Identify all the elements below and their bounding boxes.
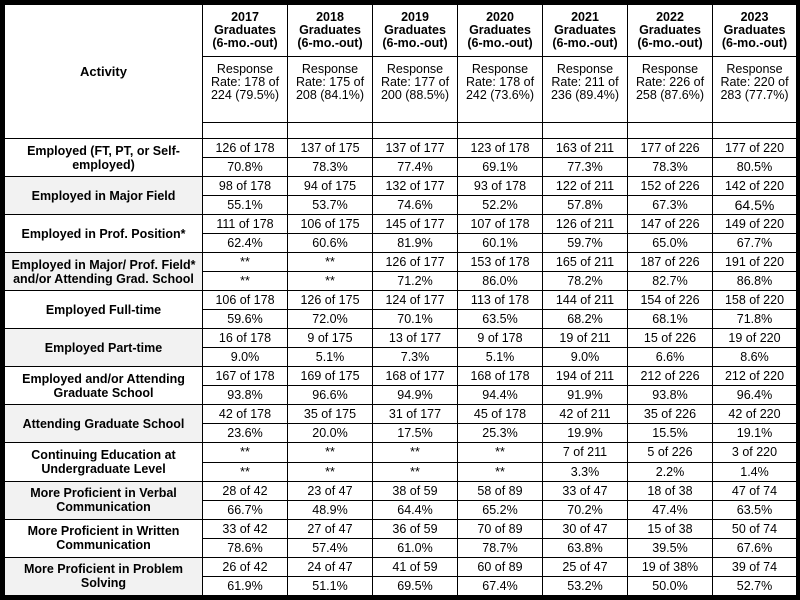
percent-cell: 63.8% <box>543 538 628 557</box>
percent-cell: 63.5% <box>713 500 797 519</box>
percent-cell: 65.2% <box>458 500 543 519</box>
year-header-2020: 2020 Graduates (6-mo.-out) <box>458 5 543 57</box>
year-header-2018: 2018 Graduates (6-mo.-out) <box>288 5 373 57</box>
percent-cell: 9.0% <box>543 348 628 367</box>
percent-cell: 63.5% <box>458 310 543 329</box>
year-header-2023: 2023 Graduates (6-mo.-out) <box>713 5 797 57</box>
percent-cell: 5.1% <box>458 348 543 367</box>
count-cell: 42 of 178 <box>203 405 288 424</box>
percent-cell: 94.4% <box>458 386 543 405</box>
count-cell: 7 of 211 <box>543 443 628 462</box>
count-cell: 50 of 74 <box>713 519 797 538</box>
percent-cell: 7.3% <box>373 348 458 367</box>
activity-count-row <box>5 367 797 386</box>
percent-cell: 52.2% <box>458 196 543 215</box>
activity-count-row <box>5 443 797 462</box>
activity-count-row <box>5 557 797 576</box>
percent-cell: 50.0% <box>628 576 713 595</box>
percent-cell: 82.7% <box>628 272 713 291</box>
count-cell: 122 of 211 <box>543 177 628 196</box>
percent-cell: 67.3% <box>628 196 713 215</box>
response-rate-2020: Response Rate: 178 of 242 (73.6%) <box>458 56 543 123</box>
percent-cell: 94.9% <box>373 386 458 405</box>
count-cell: 106 of 178 <box>203 291 288 310</box>
count-cell: 27 of 47 <box>288 519 373 538</box>
count-cell: 194 of 211 <box>543 367 628 386</box>
count-cell: 93 of 178 <box>458 177 543 196</box>
percent-cell: 52.7% <box>713 576 797 595</box>
count-cell: 94 of 175 <box>288 177 373 196</box>
count-cell: ** <box>203 443 288 462</box>
percent-cell: 65.0% <box>628 234 713 253</box>
count-cell: 107 of 178 <box>458 215 543 234</box>
count-cell: 41 of 59 <box>373 557 458 576</box>
count-cell: 58 of 89 <box>458 481 543 500</box>
count-cell: 31 of 177 <box>373 405 458 424</box>
count-cell: 15 of 38 <box>628 519 713 538</box>
percent-cell: 61.9% <box>203 576 288 595</box>
count-cell: 33 of 42 <box>203 519 288 538</box>
count-cell: ** <box>203 253 288 272</box>
count-cell: 144 of 211 <box>543 291 628 310</box>
percent-cell: 71.2% <box>373 272 458 291</box>
percent-cell: 25.3% <box>458 424 543 443</box>
spacer-cell <box>458 123 543 139</box>
activity-header: Activity <box>5 5 203 139</box>
count-cell: ** <box>288 443 373 462</box>
count-cell: 147 of 226 <box>628 215 713 234</box>
count-cell: 123 of 178 <box>458 139 543 158</box>
count-cell: 23 of 47 <box>288 481 373 500</box>
activity-label: Employed in Major Field <box>5 177 203 215</box>
count-cell: 35 of 175 <box>288 405 373 424</box>
year-header-2022: 2022 Graduates (6-mo.-out) <box>628 5 713 57</box>
activity-count-row <box>5 329 797 348</box>
percent-cell: ** <box>373 462 458 481</box>
count-cell: 132 of 177 <box>373 177 458 196</box>
count-cell: 98 of 178 <box>203 177 288 196</box>
percent-cell: 67.7% <box>713 234 797 253</box>
percent-cell: 48.9% <box>288 500 373 519</box>
percent-cell: 57.8% <box>543 196 628 215</box>
percent-cell: ** <box>203 272 288 291</box>
count-cell: 25 of 47 <box>543 557 628 576</box>
response-rate-2019: Response Rate: 177 of 200 (88.5%) <box>373 56 458 123</box>
activity-label: More Proficient in Written Communication <box>5 519 203 557</box>
percent-cell: ** <box>288 272 373 291</box>
percent-cell: 6.6% <box>628 348 713 367</box>
activity-count-row <box>5 291 797 310</box>
percent-cell: 60.6% <box>288 234 373 253</box>
percent-cell: 59.7% <box>543 234 628 253</box>
percent-cell: 64.5% <box>713 196 797 215</box>
spacer-cell <box>203 123 288 139</box>
count-cell: 19 of 220 <box>713 329 797 348</box>
percent-cell: 1.4% <box>713 462 797 481</box>
percent-cell: 96.4% <box>713 386 797 405</box>
spacer-cell <box>628 123 713 139</box>
percent-cell: 53.7% <box>288 196 373 215</box>
count-cell: 177 of 226 <box>628 139 713 158</box>
percent-cell: 78.7% <box>458 538 543 557</box>
count-cell: ** <box>373 443 458 462</box>
percent-cell: ** <box>203 462 288 481</box>
percent-cell: 93.8% <box>628 386 713 405</box>
percent-cell: 69.1% <box>458 158 543 177</box>
percent-cell: 68.2% <box>543 310 628 329</box>
percent-cell: 9.0% <box>203 348 288 367</box>
percent-cell: 67.4% <box>458 576 543 595</box>
spacer-cell <box>543 123 628 139</box>
percent-cell: 70.1% <box>373 310 458 329</box>
count-cell: 153 of 178 <box>458 253 543 272</box>
count-cell: 9 of 178 <box>458 329 543 348</box>
count-cell: 106 of 175 <box>288 215 373 234</box>
percent-cell: 91.9% <box>543 386 628 405</box>
count-cell: 19 of 211 <box>543 329 628 348</box>
percent-cell: 53.2% <box>543 576 628 595</box>
count-cell: 169 of 175 <box>288 367 373 386</box>
count-cell: 126 of 211 <box>543 215 628 234</box>
percent-cell: 60.1% <box>458 234 543 253</box>
percent-cell: 78.2% <box>543 272 628 291</box>
activity-count-row <box>5 177 797 196</box>
percent-cell: 2.2% <box>628 462 713 481</box>
percent-cell: ** <box>458 462 543 481</box>
response-rate-2021: Response Rate: 211 of 236 (89.4%) <box>543 56 628 123</box>
percent-cell: 55.1% <box>203 196 288 215</box>
percent-cell: 80.5% <box>713 158 797 177</box>
count-cell: 168 of 178 <box>458 367 543 386</box>
activity-label: Continuing Education at Undergraduate Level <box>5 443 203 481</box>
count-cell: 126 of 178 <box>203 139 288 158</box>
count-cell: 152 of 226 <box>628 177 713 196</box>
percent-cell: 78.3% <box>288 158 373 177</box>
percent-cell: 51.1% <box>288 576 373 595</box>
response-rate-2022: Response Rate: 226 of 258 (87.6%) <box>628 56 713 123</box>
count-cell: 154 of 226 <box>628 291 713 310</box>
count-cell: 212 of 226 <box>628 367 713 386</box>
count-cell: 158 of 220 <box>713 291 797 310</box>
count-cell: 142 of 220 <box>713 177 797 196</box>
percent-cell: 78.6% <box>203 538 288 557</box>
percent-cell: 47.4% <box>628 500 713 519</box>
count-cell: 126 of 177 <box>373 253 458 272</box>
count-cell: 9 of 175 <box>288 329 373 348</box>
percent-cell: 5.1% <box>288 348 373 367</box>
percent-cell: 93.8% <box>203 386 288 405</box>
percent-cell: 69.5% <box>373 576 458 595</box>
percent-cell: 70.2% <box>543 500 628 519</box>
percent-cell: 59.6% <box>203 310 288 329</box>
count-cell: 124 of 177 <box>373 291 458 310</box>
percent-cell: 23.6% <box>203 424 288 443</box>
count-cell: 42 of 220 <box>713 405 797 424</box>
percent-cell: 3.3% <box>543 462 628 481</box>
count-cell: 18 of 38 <box>628 481 713 500</box>
percent-cell: 78.3% <box>628 158 713 177</box>
year-header-2019: 2019 Graduates (6-mo.-out) <box>373 5 458 57</box>
count-cell: 45 of 178 <box>458 405 543 424</box>
percent-cell: 86.0% <box>458 272 543 291</box>
count-cell: 42 of 211 <box>543 405 628 424</box>
activity-count-row <box>5 215 797 234</box>
percent-cell: 74.6% <box>373 196 458 215</box>
percent-cell: 62.4% <box>203 234 288 253</box>
header-years-row <box>5 5 797 57</box>
activity-label: Attending Graduate School <box>5 405 203 443</box>
activity-label: Employed and/or Attending Graduate School <box>5 367 203 405</box>
percent-cell: 68.1% <box>628 310 713 329</box>
percent-cell: 77.4% <box>373 158 458 177</box>
spacer-cell <box>373 123 458 139</box>
year-header-2021: 2021 Graduates (6-mo.-out) <box>543 5 628 57</box>
count-cell: 165 of 211 <box>543 253 628 272</box>
percent-cell: 66.7% <box>203 500 288 519</box>
percent-cell: 67.6% <box>713 538 797 557</box>
response-rate-2017: Response Rate: 178 of 224 (79.5%) <box>203 56 288 123</box>
activity-label: Employed in Major/ Prof. Field* and/or Attending Grad. School <box>5 253 203 291</box>
count-cell: 163 of 211 <box>543 139 628 158</box>
percent-cell: 8.6% <box>713 348 797 367</box>
count-cell: 111 of 178 <box>203 215 288 234</box>
count-cell: 47 of 74 <box>713 481 797 500</box>
count-cell: 191 of 220 <box>713 253 797 272</box>
count-cell: 15 of 226 <box>628 329 713 348</box>
count-cell: 113 of 178 <box>458 291 543 310</box>
activity-label: Employed (FT, PT, or Self-employed) <box>5 139 203 177</box>
activity-label: Employed in Prof. Position* <box>5 215 203 253</box>
count-cell: 33 of 47 <box>543 481 628 500</box>
count-cell: 70 of 89 <box>458 519 543 538</box>
count-cell: 24 of 47 <box>288 557 373 576</box>
count-cell: 13 of 177 <box>373 329 458 348</box>
count-cell: 177 of 220 <box>713 139 797 158</box>
count-cell: 187 of 226 <box>628 253 713 272</box>
count-cell: 3 of 220 <box>713 443 797 462</box>
activity-label: More Proficient in Verbal Communication <box>5 481 203 519</box>
count-cell: 38 of 59 <box>373 481 458 500</box>
count-cell: 137 of 175 <box>288 139 373 158</box>
percent-cell: 19.9% <box>543 424 628 443</box>
count-cell: 36 of 59 <box>373 519 458 538</box>
response-rate-2018: Response Rate: 175 of 208 (84.1%) <box>288 56 373 123</box>
percent-cell: 19.1% <box>713 424 797 443</box>
percent-cell: 39.5% <box>628 538 713 557</box>
spacer-cell <box>288 123 373 139</box>
spacer-cell <box>713 123 797 139</box>
percent-cell: 86.8% <box>713 272 797 291</box>
count-cell: 137 of 177 <box>373 139 458 158</box>
activity-label: Employed Full-time <box>5 291 203 329</box>
count-cell: 39 of 74 <box>713 557 797 576</box>
activity-label: Employed Part-time <box>5 329 203 367</box>
percent-cell: ** <box>288 462 373 481</box>
count-cell: 30 of 47 <box>543 519 628 538</box>
count-cell: 149 of 220 <box>713 215 797 234</box>
count-cell: 60 of 89 <box>458 557 543 576</box>
graduate-outcomes-table <box>4 4 797 596</box>
activity-count-row <box>5 139 797 158</box>
percent-cell: 61.0% <box>373 538 458 557</box>
percent-cell: 71.8% <box>713 310 797 329</box>
count-cell: 26 of 42 <box>203 557 288 576</box>
activity-count-row <box>5 519 797 538</box>
count-cell: 28 of 42 <box>203 481 288 500</box>
count-cell: 145 of 177 <box>373 215 458 234</box>
count-cell: 35 of 226 <box>628 405 713 424</box>
activity-count-row <box>5 481 797 500</box>
percent-cell: 57.4% <box>288 538 373 557</box>
percent-cell: 70.8% <box>203 158 288 177</box>
count-cell: 167 of 178 <box>203 367 288 386</box>
response-rate-2023: Response Rate: 220 of 283 (77.7%) <box>713 56 797 123</box>
percent-cell: 20.0% <box>288 424 373 443</box>
activity-count-row <box>5 405 797 424</box>
percent-cell: 77.3% <box>543 158 628 177</box>
activity-count-row <box>5 253 797 272</box>
count-cell: 16 of 178 <box>203 329 288 348</box>
count-cell: 126 of 175 <box>288 291 373 310</box>
percent-cell: 81.9% <box>373 234 458 253</box>
percent-cell: 72.0% <box>288 310 373 329</box>
activity-label: More Proficient in Problem Solving <box>5 557 203 595</box>
percent-cell: 17.5% <box>373 424 458 443</box>
percent-cell: 15.5% <box>628 424 713 443</box>
count-cell: 19 of 38% <box>628 557 713 576</box>
year-header-2017: 2017 Graduates (6-mo.-out) <box>203 5 288 57</box>
count-cell: 5 of 226 <box>628 443 713 462</box>
count-cell: ** <box>288 253 373 272</box>
percent-cell: 96.6% <box>288 386 373 405</box>
count-cell: ** <box>458 443 543 462</box>
percent-cell: 64.4% <box>373 500 458 519</box>
count-cell: 168 of 177 <box>373 367 458 386</box>
count-cell: 212 of 220 <box>713 367 797 386</box>
